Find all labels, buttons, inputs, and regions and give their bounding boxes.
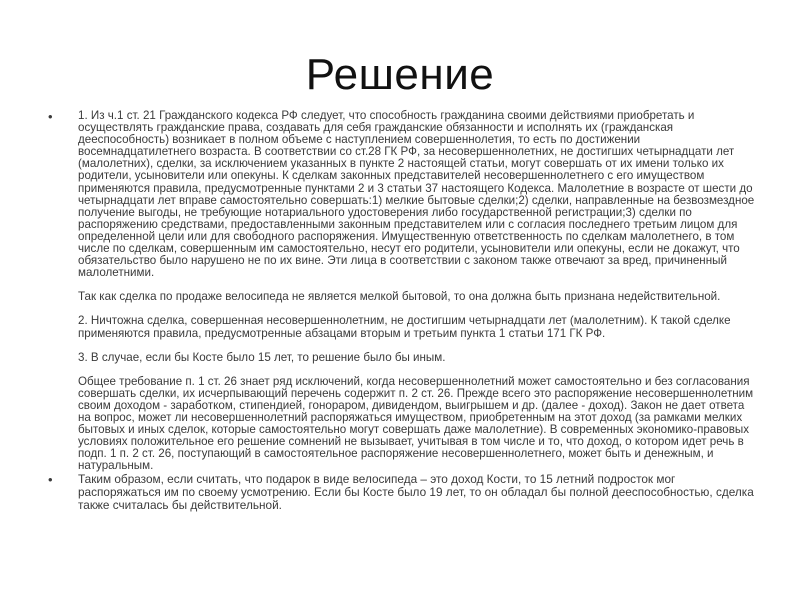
paragraph-conclusion-invalid: Так как сделка по продаже велосипеда не является мелкой бытовой, то она должна быть признана недействительной.	[78, 290, 721, 304]
paragraph-age-15-case: 3. В случае, если бы Косте было 15 лет, то решение было бы иным.	[78, 350, 446, 364]
paragraph-legal-basis: 1. Из ч.1 ст. 21 Гражданского кодекса РФ следует, что способность гражданина своими действиями приобретать и осуществлять гражданские права, создавать для себя гражданские обязанности и исполнять их (гражданская дееспособность) возникает в полном объеме с наступлением совершеннолетия, то есть по достижении восемнадцатилетнего возраста. В соответствии со ст.28 ГК РФ, за несовершеннолетних, не достигших четырнадцати лет (малолетних), сделки, за исключением указанных в пункте 2 настоящей статьи, могут совершать от их имени только их родители, усыновители или опекуны. К сделкам законных представителей несовершеннолетнего с его имуществом применяются правила, предусмотренные пунктами 2 и 3 статьи 37 настоящего Кодекса. Малолетние в возрасте от шести до четырнадцати лет вправе самостоятельно совершать:1) мелкие бытовые сделки;2) сделки, направленные на безвозмездное получение выгоды, не требующие нотариального удостоверения либо государственной регистрации;3) сделки по распоряжению средствами, предоставленными законным представителем или с согласия последнего третьим лицом для определенной цели или для свободного распоряжения. Имущественную ответственность по сделкам малолетнего, в том числе по сделкам, совершенным им самостоятельно, несут его родители, усыновители или опекуны, если не докажут, что обязательство было нарушено не по их вине. Эти лица в соответствии с законом также отвечают за вред, причиненный малолетними.	[78, 109, 755, 280]
paragraph-general-requirement: Общее требование п. 1 ст. 26 знает ряд исключений, когда несовершеннолетний может самостоятельно и без согласования совершать сделки, их исчерпывающий перечень содержит п. 2 ст. 26. Прежде всего это распоряжение несовершеннолетним своим доходом - заработком, стипендией, гонораром, дивидендом, выигрышем и др. (далее - доход). Закон не дает ответа на вопрос, может ли несовершеннолетний распоряжаться имуществом, приобретенным на этот доход (за рамками мелких бытовых и иных сделок, которые самостоятельно могут совершать даже малолетние). В современных экономико-правовых условиях положительное его решение сомнений не вызывает, учитывая в том числе и то, что доход, о котором идет речь в подп. 1 п. 2 ст. 26, поступающий в самостоятельное распоряжение несовершеннолетнего, может быть и денежным, и натуральным.	[78, 374, 754, 473]
slide-title: Решение	[305, 50, 495, 99]
paragraph-final-conclusion: Таким образом, если считать, что подарок в виде велосипеда – это доход Кости, то 15 летний подросток мог распоряжаться им по своему усмотрению. Если бы Косте было 19 лет, то он обладал бы полной дееспособностью, сделка также считалась бы действительной.	[78, 472, 754, 513]
bullet-list	[48, 110, 760, 512]
bullet-item	[48, 110, 760, 472]
paragraph-void-transaction: 2. Ничтожна сделка, совершенная несовершеннолетним, не достигшим четырнадцати лет (малолетним). К такой сделке применяются правила, предусмотренные абзацами вторым и третьим пункта 1 статьи 171 ГК РФ.	[78, 314, 731, 340]
bullet-marker-icon: •	[48, 109, 53, 124]
bullet-marker-icon: •	[48, 472, 53, 488]
bullet-item	[48, 473, 760, 512]
